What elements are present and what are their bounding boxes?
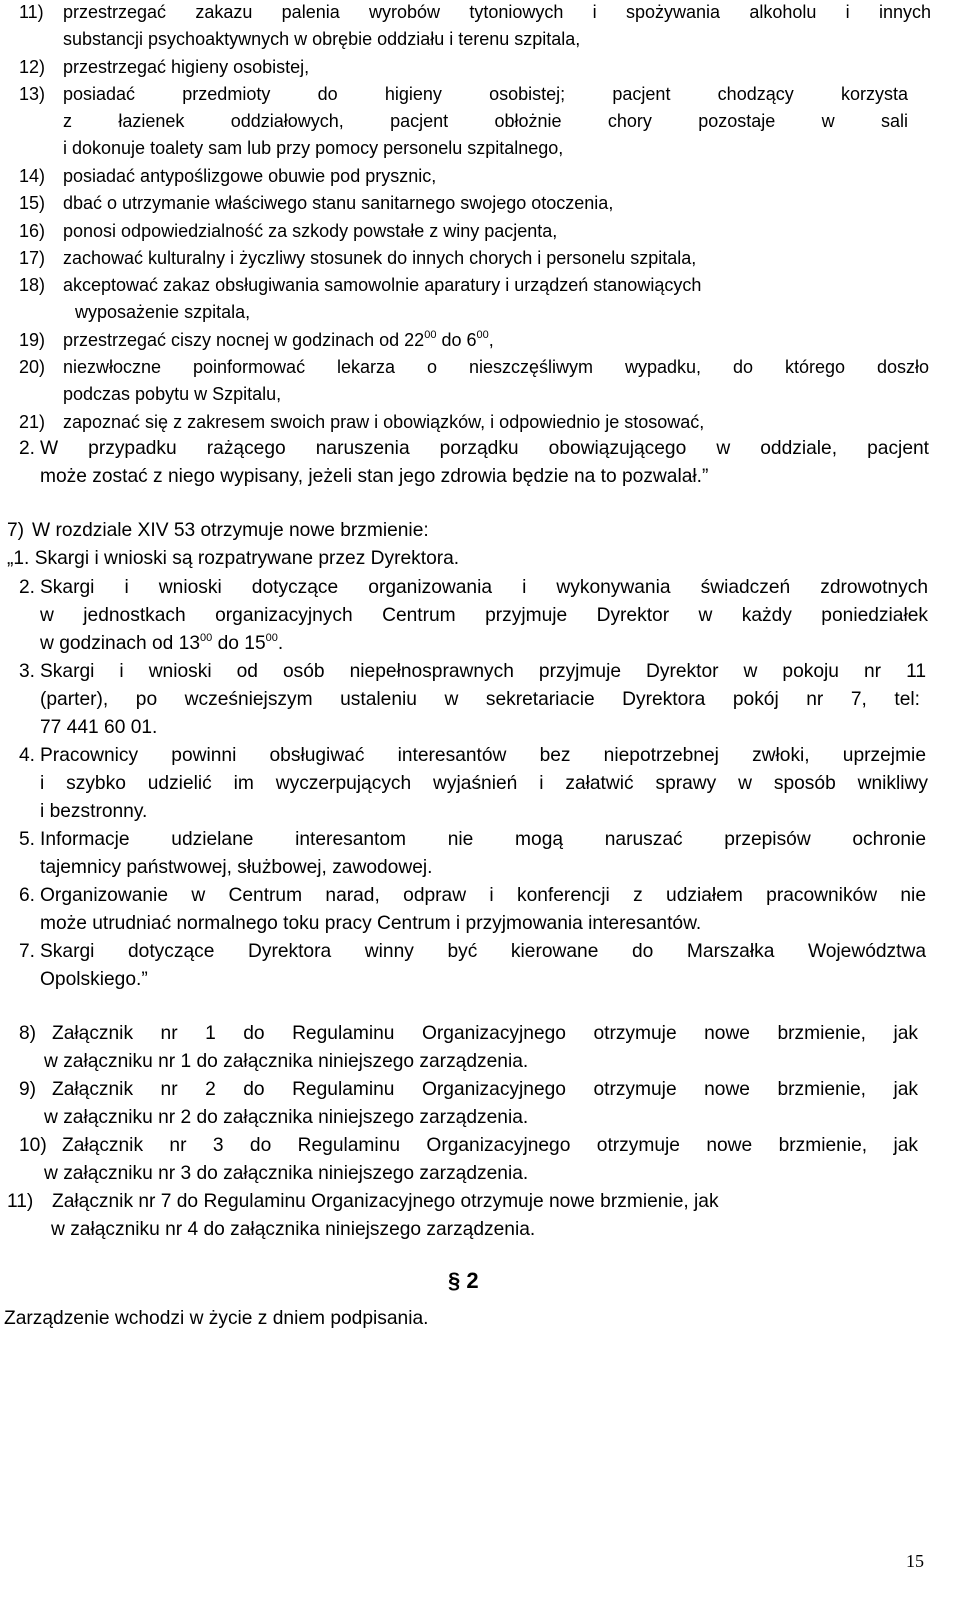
item-text-line: przestrzegać higieny osobistej, [63, 57, 310, 77]
item-number: 3. [19, 661, 36, 682]
item-number: 10) [19, 1135, 47, 1156]
item-text-line: wyposażenie szpitala, [75, 302, 251, 322]
item-text-line: może zostać z niego wypisany, jeżeli stan jego zdrowia będzie na to pozwalał.” [40, 466, 709, 487]
item-text-line: akceptować zakaz obsługiwania samowolnie aparatury i urządzeń stanowiących [63, 275, 702, 295]
item-number: 2. [19, 577, 36, 598]
item-text-line: tajemnicy państwowej, służbowej, zawodowej. [40, 857, 433, 878]
item-number: 6. [19, 885, 36, 906]
item-text-line: Załącznik nr 1 do Regulaminu Organizacyjnego otrzymuje nowe brzmienie, jak [52, 1023, 918, 1044]
item-number: 14) [19, 166, 46, 186]
item-text-line: ponosi odpowiedzialność za szkody powstałe z winy pacjenta, [63, 221, 558, 241]
item-text-line: zapoznać się z zakresem swoich praw i obowiązków, i odpowiednio je stosować, [63, 412, 705, 432]
item-text-line: w załączniku nr 4 do załącznika niniejszego zarządzenia. [51, 1219, 536, 1240]
item-text-line: i szybko udzielić im wyczerpujących wyjaśnień i załatwić sprawy w sposób wnikliwy [40, 773, 928, 794]
item-text-line: Skargi i wnioski od osób niepełnosprawnych przyjmuje Dyrektor w pokoju nr 11 [40, 661, 926, 682]
paragraph-heading: § 2 [448, 1268, 479, 1293]
item-text-line: w jednostkach organizacyjnych Centrum przyjmuje Dyrektor w każdy poniedziałek [40, 605, 928, 626]
item-text-line: Załącznik nr 3 do Regulaminu Organizacyjnego otrzymuje nowe brzmienie, jak [62, 1135, 918, 1156]
item-number: 2. [19, 438, 36, 459]
item-number: 21) [19, 412, 46, 432]
item-text-line: z łazienek oddziałowych, pacjent obłożnie chory pozostaje w sali [63, 111, 908, 131]
section-heading: W rozdziale XIV 53 otrzymuje nowe brzmienie: [32, 520, 429, 541]
item-number: 11) [7, 1191, 34, 1212]
item-text-line: posiadać antypoślizgowe obuwie pod prysznic, [63, 166, 437, 186]
paragraph-text: Zarządzenie wchodzi w życie z dniem podpisania. [4, 1308, 429, 1329]
item-text-line: w załączniku nr 1 do załącznika niniejszego zarządzenia. [44, 1051, 529, 1072]
item-number: 19) [19, 330, 46, 350]
item-number: 12) [19, 57, 46, 77]
item-text-line: zachować kulturalny i życzliwy stosunek do innych chorych i personelu szpitala, [63, 248, 697, 268]
item-text-line: podczas pobytu w Szpitalu, [63, 384, 282, 404]
item-text-line: W przypadku rażącego naruszenia porządku obowiązującego w oddziale, pacjent [40, 438, 929, 459]
item-text-line: substancji psychoaktywnych w obrębie oddziału i terenu szpitala, [63, 29, 581, 49]
complaint-item-1: „1. Skargi i wnioski są rozpatrywane przez Dyrektora. [7, 548, 460, 569]
item-text-line: i dokonuje toalety sam lub przy pomocy personelu szpitalnego, [63, 138, 564, 158]
item-number: 4. [19, 745, 36, 766]
item-text-line: dbać o utrzymanie właściwego stanu sanitarnego swojego otoczenia, [63, 193, 614, 213]
item-text-line: niezwłoczne poinformować lekarza o nieszczęśliwym wypadku, do którego doszło [63, 357, 929, 377]
item-text-line: posiadać przedmioty do higieny osobistej; pacjent chodzący korzysta [63, 84, 908, 104]
item-text-line: Skargi i wnioski dotyczące organizowania i wykonywania świadczeń zdrowotnych [40, 577, 928, 598]
item-text-line: w godzinach od $13^{00}$ do $15^{00}$. [40, 632, 284, 654]
item-number: 13) [19, 84, 46, 104]
item-number: 17) [19, 248, 46, 268]
page-number: 15 [906, 1551, 924, 1571]
item-text-line: Załącznik nr 7 do Regulaminu Organizacyjnego otrzymuje nowe brzmienie, jak [52, 1191, 719, 1212]
item-text-line: w załączniku nr 3 do załącznika niniejszego zarządzenia. [44, 1163, 529, 1184]
item-number: 5. [19, 829, 36, 850]
item-text-line: (parter), po wcześniejszym ustaleniu w sekretariacie Dyrektora pokój nr 7, tel: [40, 689, 920, 710]
item-text-line: i bezstronny. [40, 801, 148, 822]
item-number: 18) [19, 275, 46, 295]
item-number: 15) [19, 193, 46, 213]
item-text-line: Organizowanie w Centrum narad, odpraw i konferencji z udziałem pracowników nie [40, 885, 926, 906]
item-text-line: Informacje udzielane interesantom nie mogą naruszać przepisów ochronie [40, 829, 926, 850]
item-number: 8) [19, 1023, 37, 1044]
item-number: 11) [19, 2, 44, 22]
item-text-line: Opolskiego.” [40, 969, 148, 990]
item-text-line: w załączniku nr 2 do załącznika niniejszego zarządzenia. [44, 1107, 529, 1128]
item-text-line: przestrzegać ciszy nocnej w godzinach od $22^{00}$ do $6^{00}$, [63, 329, 494, 350]
item-text-line: przestrzegać zakazu palenia wyrobów tytoniowych i spożywania alkoholu i innych [63, 2, 931, 22]
item-number: 9) [19, 1079, 37, 1100]
item-text-line: Załącznik nr 2 do Regulaminu Organizacyjnego otrzymuje nowe brzmienie, jak [52, 1079, 918, 1100]
section-number: 7) [7, 520, 25, 541]
item-text-line: 77 441 60 01. [40, 717, 158, 738]
item-text-line: Pracownicy powinni obsługiwać interesantów bez niepotrzebnej zwłoki, uprzejmie [40, 745, 926, 766]
item-number: 16) [19, 221, 46, 241]
item-number: 20) [19, 357, 46, 377]
item-number: 7. [19, 941, 36, 962]
item-text-line: może utrudniać normalnego toku pracy Centrum i przyjmowania interesantów. [40, 913, 702, 934]
item-text-line: Skargi dotyczące Dyrektora winny być kierowane do Marszałka Województwa [40, 941, 926, 962]
